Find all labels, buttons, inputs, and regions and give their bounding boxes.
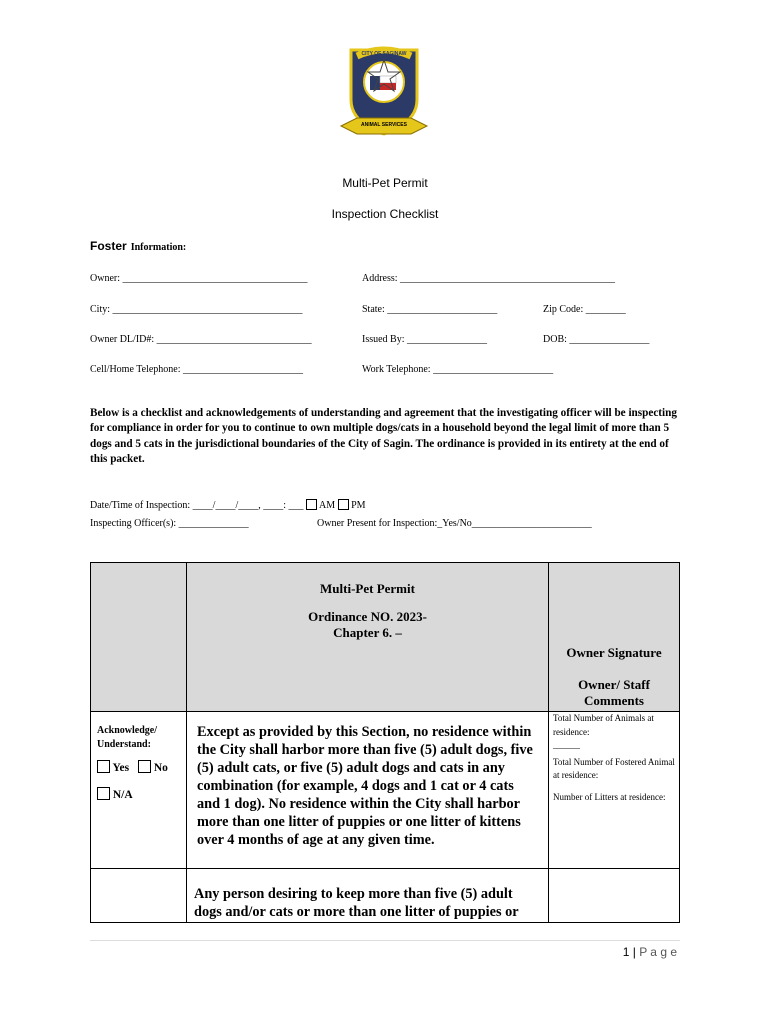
table-row bbox=[91, 712, 680, 869]
no-label: No bbox=[153, 762, 168, 774]
yes-checkbox[interactable] bbox=[97, 760, 110, 773]
total-animals-label: Total Number of Animals at residence: bbox=[553, 713, 654, 737]
issued-by-field[interactable]: Issued By: ________________ bbox=[362, 334, 487, 345]
owner-present-field[interactable]: Owner Present for Inspection:_Yes/No________________________ bbox=[317, 518, 592, 529]
page-footer bbox=[623, 945, 677, 959]
acknowledge-label: Acknowledge/ Understand: bbox=[97, 725, 157, 750]
pm-label: PM bbox=[351, 500, 366, 511]
permit-heading: Multi-Pet Permit bbox=[320, 581, 415, 596]
work-telephone-field[interactable]: Work Telephone: ________________________ bbox=[362, 364, 554, 375]
ordinance-text-2: Any person desiring to keep more than five (5) adult dogs and/or cats or more than one litter of puppies or bbox=[194, 886, 519, 920]
no-checkbox[interactable] bbox=[138, 760, 151, 773]
inspection-datetime-row bbox=[90, 499, 366, 511]
zip-code-field[interactable]: Zip Code: ________ bbox=[543, 304, 626, 315]
pm-checkbox[interactable] bbox=[338, 499, 349, 510]
na-label: N/A bbox=[112, 789, 133, 801]
owner-signature-heading: Owner Signature bbox=[566, 645, 662, 660]
header-ordinance-cell bbox=[187, 563, 549, 712]
acknowledge-cell-2 bbox=[91, 869, 187, 923]
page-title: Multi-Pet Permit bbox=[342, 176, 428, 190]
foster-label: Foster bbox=[90, 239, 127, 253]
intro-paragraph: Below is a checklist and acknowledgements of understanding and agreement that the investigating officer will be inspecting for compliance in order for you to continue to own multiple dogs/cats in a household beyond the legal limit of more than 5 dogs and 5 cats in the jurisdictional boundaries of the City of Sagin. The ordinance is provided in its entirety at the end of this packet. bbox=[90, 407, 677, 465]
owner-dl-field[interactable]: Owner DL/ID#: _______________________________ bbox=[90, 334, 312, 345]
information-label: Information: bbox=[130, 242, 187, 253]
ordinance-text-cell bbox=[187, 712, 549, 869]
total-animals-blank[interactable]: ______ bbox=[553, 740, 580, 750]
ordinance-number: Ordinance NO. 2023- bbox=[308, 609, 427, 624]
page-number: 1 bbox=[622, 945, 630, 959]
inspection-datetime-field[interactable]: Date/Time of Inspection: ____/____/____, ____: ___ bbox=[90, 500, 304, 511]
page-separator: | bbox=[632, 945, 636, 959]
table-row bbox=[91, 869, 680, 923]
table-header-row bbox=[91, 563, 680, 712]
am-label: AM bbox=[318, 500, 336, 511]
city-field[interactable]: City: ______________________________________ bbox=[90, 304, 303, 315]
logo-top-text: CITY OF SAGINAW bbox=[361, 51, 407, 57]
total-fostered-label: Total Number of Fostered Animal at residence: bbox=[553, 756, 675, 780]
ordinance-text-cell-2 bbox=[187, 869, 549, 923]
address-field[interactable]: Address: ___________________________________________ bbox=[362, 273, 616, 284]
acknowledge-cell bbox=[91, 712, 187, 869]
footer-divider bbox=[90, 940, 680, 941]
chapter-label: Chapter 6. – bbox=[333, 625, 402, 640]
comments-cell[interactable] bbox=[549, 712, 680, 869]
yes-label: Yes bbox=[112, 762, 130, 774]
inspecting-officer-field[interactable]: Inspecting Officer(s): ______________ bbox=[90, 518, 249, 529]
cell-home-telephone-field[interactable]: Cell/Home Telephone: ________________________ bbox=[90, 364, 303, 375]
header-signature-cell bbox=[549, 563, 680, 712]
page-subtitle: Inspection Checklist bbox=[331, 207, 439, 221]
foster-information-heading bbox=[90, 237, 186, 255]
logo-bottom-text: ANIMAL SERVICES bbox=[361, 122, 407, 128]
comments-cell-2[interactable] bbox=[549, 869, 680, 923]
permit-checklist-table bbox=[90, 562, 680, 923]
am-checkbox[interactable] bbox=[306, 499, 317, 510]
owner-field[interactable]: Owner: _____________________________________ bbox=[90, 273, 308, 284]
litters-label: Number of Litters at residence: bbox=[553, 791, 666, 802]
city-logo bbox=[337, 42, 431, 142]
dob-field[interactable]: DOB: ________________ bbox=[543, 334, 650, 345]
page-label: P a g e bbox=[639, 945, 677, 959]
na-checkbox[interactable] bbox=[97, 787, 110, 800]
ordinance-text: Except as provided by this Section, no residence within the City shall harbor more than five (5) adult dogs, five (5) adult cats, or five (5) adult dogs and cats in any combination (for example, 4 dogs and 1 cat or 4 cats and 1 dog). No residence within the City shall harbor more than one litter of puppies or one litter of kittens over 4 months of age at any given time. bbox=[197, 724, 533, 848]
header-blank-cell bbox=[91, 563, 187, 712]
state-field[interactable]: State: ______________________ bbox=[362, 304, 498, 315]
owner-staff-comments-heading: Owner/ Staff Comments bbox=[578, 677, 650, 708]
